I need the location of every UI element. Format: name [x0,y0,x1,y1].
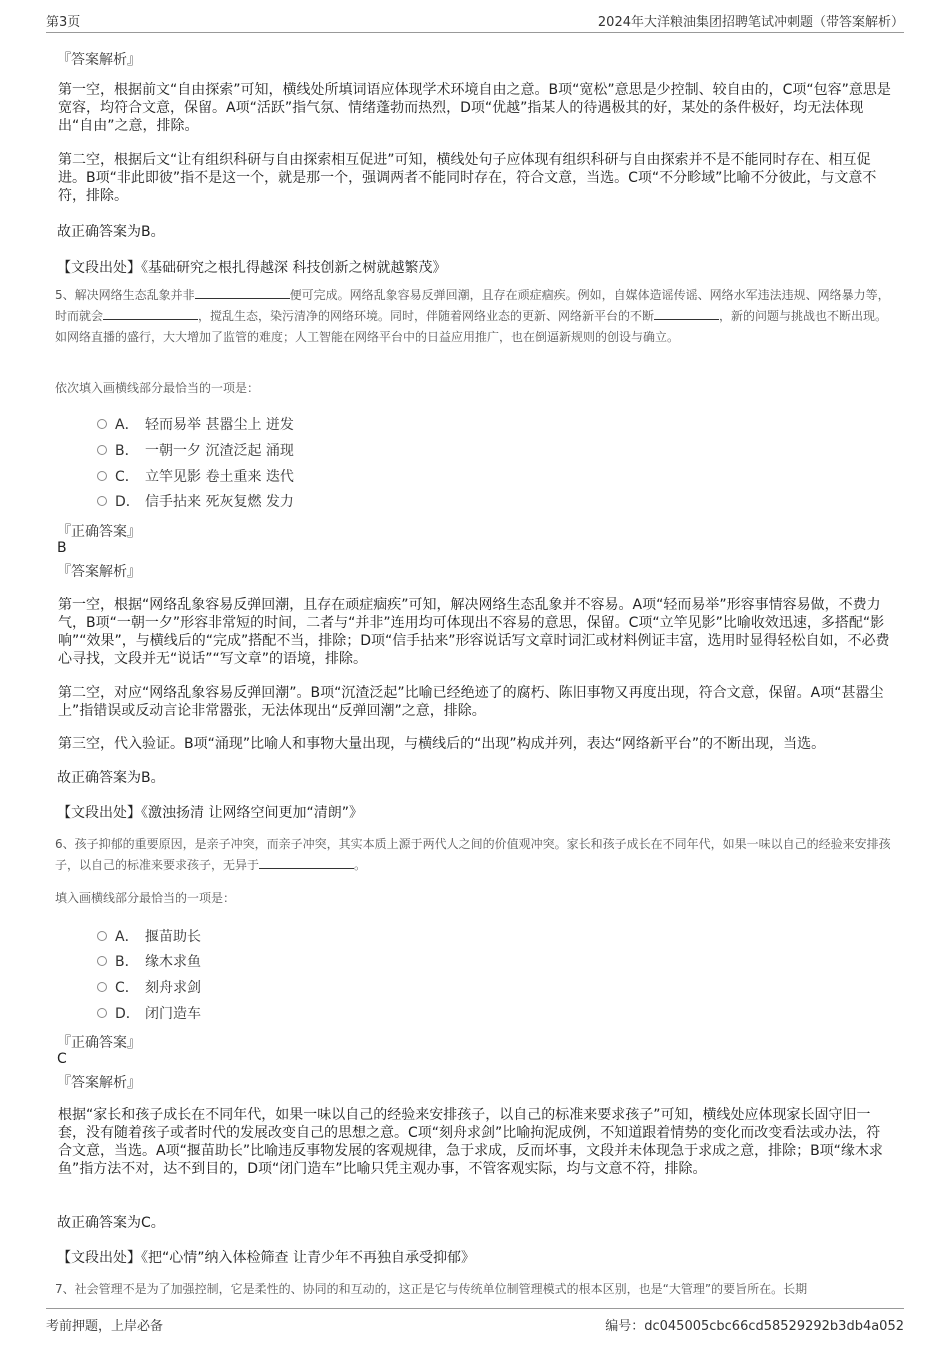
q4-conclusion: 故正确答案为B。 [57,224,165,240]
radio-icon[interactable] [97,956,107,966]
radio-icon[interactable] [97,419,107,429]
q6-analysis-label: 『答案解析』 [57,1075,141,1091]
q5-analysis-label: 『答案解析』 [57,564,141,580]
footer-slogan: 考前押题，上岸必备 [46,1319,164,1334]
radio-icon[interactable] [97,496,107,506]
radio-icon[interactable] [97,982,107,992]
q4-source: 【文段出处】《基础研究之根扎得越深 科技创新之树就越繁茂》 [57,260,447,276]
blank-1 [195,286,290,299]
q5-analysis-para3: 第三空，代入验证。B项“涌现”比喻人和事物大量出现，与横线后的“出现”构成并列，表达“网络新平台”的不断出现，当选。 [58,736,826,752]
q6-stem: 6、孩子抑郁的重要原因，是亲子冲突，而亲子冲突，其实本质上源于两代人之间的价值观冲突。家长和孩子成长在不同年代，如果一味以自己的经验来安排孩子，以自己的标准来要求孩子，无异于 。 [55,837,891,872]
blank-1 [259,856,354,869]
q5-analysis-para1: 第一空，根据“网络乱象容易反弹回潮，且存在顽症痼疾”可知，解决网络生态乱象并不容易。A项“轻而易举”形容事情容易做，不费力气，B项“一朝一夕”形容非常短的时间，二者与“并非”连用均可体现出不容易的意思，保留。C项“立竿见影”比喻收效迅速，多搭配“影响”“效果”，与横线后的“完成”搭配不当，排除；D项“信手拈来”形容说话写文章时词汇或材料例证丰富，选用时显得轻松自如，不必费心寻找，文段并无“说话”“写文章”的语境，排除。 [58,597,890,667]
q6-option-c[interactable]: C． 刻舟求剑 [97,977,201,997]
radio-icon[interactable] [97,445,107,455]
q6-analysis-para1: 根据“家长和孩子成长在不同年代，如果一味以自己的经验来安排孩子，以自己的标准来要求孩子”可知，横线处应体现家长固守旧一套，没有随着孩子或者时代的发展改变自己的思想之意。C项“刻舟求剑”比喻拘泥成例，不知道跟着情势的变化而改变看法或办法，符合文意，当选。A项“揠苗助长”比喻违反事物发展的客观规律，急于求成，反而坏事，文段并未体现急于求成之意，排除；B项“缘木求鱼”指方法不对，达不到目的，D项“闭门造车”比喻只凭主观办事，不管客观实际，均与文意不符，排除。 [58,1107,883,1177]
q4-analysis-para2: 第二空，根据后文“让有组织科研与自由探索相互促进”可知，横线处句子应体现有组织科研与自由探索并不是不能同时存在、相互促进。B项“非此即彼”指不是这一个，就是那一个，强调两者不能同时存在，符合文意，当选。C项“不分畛域”比喻不分彼此，与文意不符，排除。 [58,152,877,204]
q6-source: 【文段出处】《把“心情”纳入体检筛查 让青少年不再独自承受抑郁》 [57,1250,475,1266]
page-header [46,8,904,33]
q5-option-d[interactable]: D． 信手拈来 死灰复燃 发力 [97,491,294,511]
q5-conclusion: 故正确答案为B。 [57,770,165,786]
q6-conclusion: 故正确答案为C。 [57,1215,165,1231]
q6-option-b[interactable]: B． 缘木求鱼 [97,951,201,971]
q5-correct-label: 『正确答案』 [57,524,141,540]
q5-option-b[interactable]: B． 一朝一夕 沉渣泛起 涌现 [97,440,294,460]
radio-icon[interactable] [97,931,107,941]
q6-option-a[interactable]: A． 揠苗助长 [97,926,201,946]
q4-analysis-label: 『答案解析』 [57,52,141,68]
q6-correct-label: 『正确答案』 [57,1035,141,1051]
q5-stem: 5、解决网络生态乱象并非 便可完成。网络乱象容易反弹回潮，且存在顽症痼疾。例如，自媒体造谣传谣、网络水军违法违规、网络暴力等，时而就会 ，搅乱生态，染污清净的网络环境。同时，伴随着网络业态的更新、网络新平台的不断 ，新的问题与挑战也不断出现。如网络直播的盛行，大大增加了监管的难度；人工智能在网络平台中的日益应用推广，也在倒逼新规则的创设与确立。 [55,288,890,344]
radio-icon[interactable] [97,1008,107,1018]
q5-prompt: 依次填入画横线部分最恰当的一项是： [55,381,260,395]
q5-option-c[interactable]: C． 立竿见影 卷土重来 迭代 [97,466,294,486]
document-title: 2024年大洋粮油集团招聘笔试冲刺题（带答案解析） [597,15,904,30]
radio-icon[interactable] [97,471,107,481]
q4-analysis-para1: 第一空，根据前文“自由探索”可知，横线处所填词语应体现学术环境自由之意。B项“宽松”意思是少控制、较自由的，C项“包容”意思是宽容，均符合文意，保留。A项“活跃”指气氛、情绪蓬勃而热烈，D项“优越”指某人的待遇极其的好，某处的条件极好，均无法体现出“自由”之意，排除。 [58,82,891,134]
document-id: 编号：dc045005cbc66cd58529292b3db4a052 [605,1319,904,1334]
q6-prompt: 填入画横线部分最恰当的一项是： [55,891,236,905]
page-footer [46,1308,904,1339]
q6-option-d[interactable]: D． 闭门造车 [97,1003,201,1023]
blank-3 [654,307,719,320]
q7-stem: 7、社会管理不是为了加强控制，它是柔性的、协同的和互动的，这正是它与传统单位制管理模式的根本区别，也是“大管理”的要旨所在。长期 [55,1282,808,1296]
blank-2 [103,307,198,320]
q5-source: 【文段出处】《激浊扬清 让网络空间更加“清朗”》 [57,805,363,821]
page-number: 第3页 [46,15,81,30]
q5-correct-answer: B [57,540,67,556]
q6-correct-answer: C [57,1051,67,1067]
q5-analysis-para2: 第二空，对应“网络乱象容易反弹回潮”。B项“沉渣泛起”比喻已经绝迹了的腐朽、陈旧事物又再度出现，符合文意，保留。A项“甚嚣尘上”指错误或反动言论非常嚣张，无法体现出“反弹回潮”之意，排除。 [58,685,884,719]
q5-option-a[interactable]: A． 轻而易举 甚嚣尘上 迸发 [97,414,294,434]
